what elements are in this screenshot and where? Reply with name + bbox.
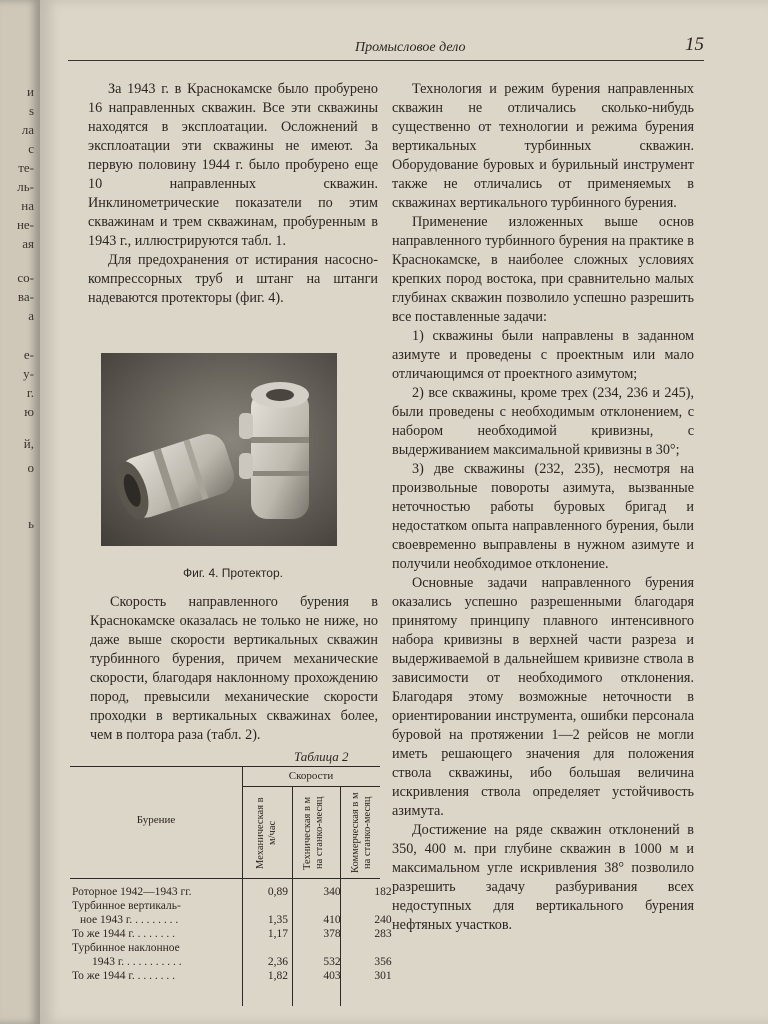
prev-page-fragment: не- [16,217,34,232]
list-item: 2) все скважины, кроме трех (234, 236 и 245), были проведены с необходимым отклонением, с набором необходимой кривизны, с выдерживанием максимальной кривизны в 30°; [392,385,694,458]
paragraph: Для предохранения от истирания насосно-компрессорных труб и штанг на штанги надеваются протекторы (фиг. 4). [88,252,378,306]
right-column [392,80,694,935]
mech-speed: 2,36 [267,956,288,968]
tech-speed: 403 [323,970,341,982]
speed-table [70,766,392,1012]
prev-page-fragment: ая [22,236,34,251]
prev-page-fragment: ь [28,516,34,531]
prev-page-fragment: ва- [17,289,34,304]
row-label: То же 1944 г. . . . . . . . [72,970,175,982]
comm-speed: 182 [374,886,392,898]
table-column-header: Техническая в м на станко-месяц [302,796,325,870]
prev-page-fragment: ю [24,404,34,419]
mech-speed: 1,82 [267,970,288,982]
previous-page-edge [0,0,40,1024]
table-row [70,928,392,942]
table-rule [70,878,380,879]
mech-speed: 0,89 [267,886,288,898]
prev-page-fragment: о [27,460,34,475]
prev-page-fragment: на [21,198,34,213]
paragraph: Скорость направленного бурения в Краснокамске оказалась не только не ниже, но даже выше скорости вертикальных скважин турбинного бурения, причем механические скорости, благодаря наклонному прохождению пород, превысили механические скорости проходки в вертикальных скважинах более, чем в полтора раза (табл. 2). [90,594,378,743]
protector-photo-drawing [101,353,337,546]
table-row [70,942,380,956]
protector-photo [101,353,337,546]
page-number: 15 [685,34,704,55]
table-group-header: Скорости [288,770,334,782]
row-label: Турбинное вертикаль- [72,900,181,912]
table-column-header: Бурение [136,814,176,826]
prev-page-fragment: s [28,103,34,118]
tech-speed: 340 [323,886,341,898]
paragraph: За 1943 г. в Краснокамске было пробурено 16 направленных скважин. Все эти скважины находятся в эксплоатации. Осложнений в эксплоатации эти скважины не имеют. За первую половину 1944 г. было пробурено еще 10 направленных скважин. Инклинометрические показатели по этим скважинам и трем скважинам, пробуренным в 1943 г., иллюстрируются табл. 1. [88,81,378,249]
table-caption: Таблица 2 [294,749,349,764]
prev-page-fragment: г. [26,385,34,400]
running-header [68,30,704,61]
table-row [70,956,392,970]
row-label: Роторное 1942—1943 гг. [72,886,192,898]
left-column-bottom [90,593,378,745]
paragraph: Достижение на ряде скважин отклонений в 350, 400 м. при глубине скважин в 1000 м и максимальном угле искривления 38° позволило разрешить задачу разбуривания всех недоступных для вертикального бурения нефтяных участков. [392,822,694,933]
prev-page-fragment: у- [23,366,34,381]
row-label: ное 1943 г. . . . . . . . . [80,914,179,926]
tech-speed: 378 [323,928,341,940]
comm-speed: 283 [374,928,392,940]
comm-speed: 301 [374,970,392,982]
section-title: Промысловое дело [355,40,466,55]
prev-page-fragment: ль- [17,179,34,194]
paragraph: Технология и режим бурения направленных скважин не отличались сколько-нибудь существенно от технологии и режима бурения вертикальных турбинных скважин. Оборудование буровых и бурильный инструмент также не отличались от применяемых в скважинах вертикального турбинного бурения. [392,81,694,211]
table-column-header: Механическая в м/час [255,797,278,869]
paragraph: Основные задачи направленного бурения оказались успешно разрешенными благодаря принятому принципу плавного интенсивного набора кривизны в верхней части разреза и выдерживаемой в дальнейшем кривизне ствола в зависимости от необходимого отклонения. Благодаря этому возможные неточности в ориентировании инструмента, ошибки персонала буровой на протяжении 1—2 рейсов не могли иметь решающего значения для положения ствола скважины, ибо большая величина искривления ствола определяет устойчивость азимута. [392,575,694,819]
figure-caption: Фиг. 4. Протектор. [183,566,283,580]
prev-page-fragment: и [27,84,34,99]
mech-speed: 1,17 [267,928,288,940]
tech-speed: 532 [323,956,341,968]
prev-page-fragment: а [28,308,34,323]
prev-page-fragment: й, [23,436,34,451]
table-row [70,900,380,914]
list-item: 1) скважины были направлены в заданном азимуте и проведены с проектным или мало отличающимся от проектного азимутом; [392,328,694,382]
list-item: 3) две скважины (232, 235), несмотря на произвольные повороты азимута, вызванные неточностью работы буровых бригад и недостатком опыта направленного бурения, были своевременно выправлены в нужном азимуте и получили необходимое отклонение. [392,461,694,572]
prev-page-fragment: ла [21,122,34,137]
table-rule [242,786,380,787]
table-rule [70,766,380,767]
table-column-header: Коммерческая в м на станко-месяц [350,792,373,874]
left-column-top [88,80,378,308]
row-label: То же 1944 г. . . . . . . . [72,928,175,940]
table-row [70,886,392,900]
prev-page-fragment: со- [17,270,34,285]
mech-speed: 1,35 [267,914,288,926]
prev-page-fragment: е- [23,347,34,362]
comm-speed: 240 [374,914,392,926]
row-label: Турбинное наклонное [72,942,180,954]
table-rule [242,766,243,878]
row-label: 1943 г. . . . . . . . . . . [92,956,182,968]
table-row [70,914,392,928]
book-page [40,0,768,1024]
table-row [70,970,392,984]
prev-page-fragment: с [28,141,34,156]
tech-speed: 410 [323,914,341,926]
comm-speed: 356 [374,956,392,968]
paragraph: Применение изложенных выше основ направленного турбинного бурения на практике в Краснокамске, в наиболее сложных условиях крепких пород востока, при сравнительно малых глубинах скважин позволило успешно разрешить все поставленные задачи: [392,214,694,325]
prev-page-fragment: те- [18,160,34,175]
